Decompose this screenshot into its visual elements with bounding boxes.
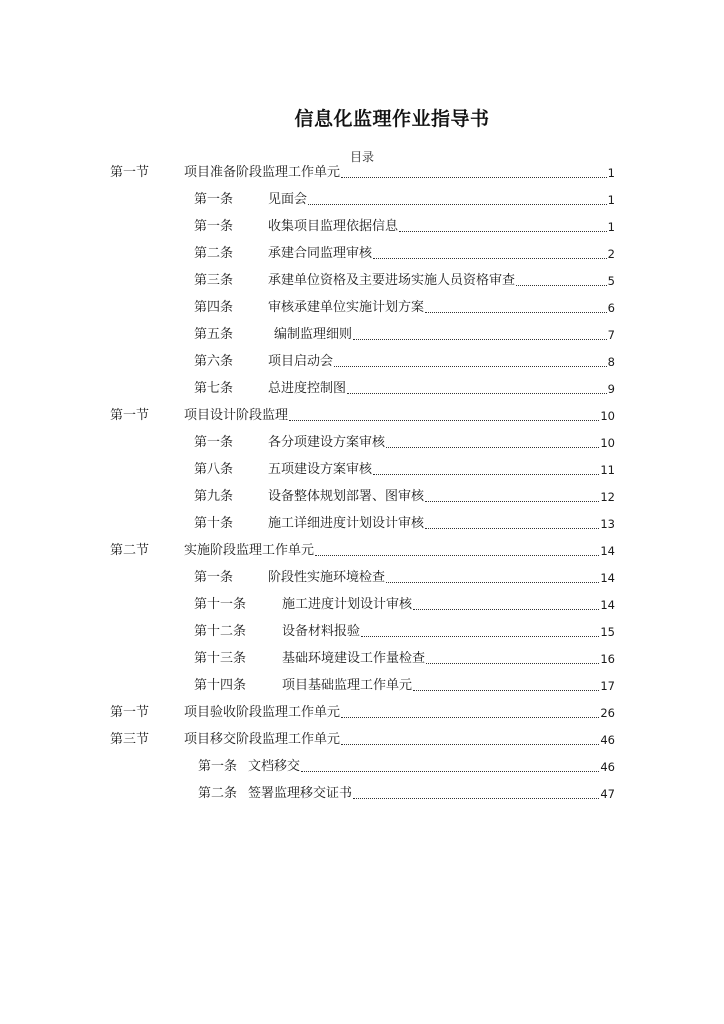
toc-entry-number: 第一条 — [198, 759, 238, 774]
toc-entry-article[interactable] — [194, 596, 615, 614]
toc-entry-page: 47 — [600, 787, 615, 801]
toc-leader — [425, 500, 599, 502]
toc-entry-label: 施工进度计划设计审核 — [282, 597, 413, 612]
toc-leader — [353, 797, 599, 799]
toc-entry-label: 设备整体规划部署、图审核 — [268, 489, 425, 504]
toc-entry-number: 第一条 — [194, 192, 234, 207]
toc-leader — [308, 203, 607, 205]
toc-entry-article[interactable] — [194, 623, 615, 641]
toc-entry-page: 5 — [607, 274, 615, 288]
toc-leader — [347, 392, 607, 394]
toc-entry-label: 基础环境建设工作量检查 — [282, 651, 426, 666]
toc-entry-article[interactable] — [198, 758, 615, 776]
toc-entry-label: 总进度控制图 — [268, 381, 347, 396]
toc-leader — [289, 419, 599, 421]
toc-entry-article[interactable] — [194, 380, 615, 398]
toc-entry-article[interactable] — [194, 488, 615, 506]
toc-entry-page: 15 — [600, 625, 615, 639]
toc-leader — [386, 446, 599, 448]
toc-entry-page: 13 — [600, 517, 615, 531]
toc-entry-article[interactable] — [194, 569, 615, 587]
toc-entry-number: 第二节 — [110, 543, 150, 558]
toc-entry-label: 承建单位资格及主要进场实施人员资格审查 — [268, 273, 516, 288]
toc-leader — [353, 338, 607, 340]
toc-leader — [341, 716, 599, 718]
toc-entry-page: 14 — [600, 571, 615, 585]
toc-entry-page: 8 — [607, 355, 615, 369]
toc-entry-article[interactable] — [194, 353, 615, 371]
toc-entry-number: 第五条 — [194, 327, 234, 342]
toc-entry-page: 46 — [600, 733, 615, 747]
toc-entry-label: 阶段性实施环境检查 — [268, 570, 386, 585]
toc-entry-label: 项目移交阶段监理工作单元 — [184, 732, 341, 747]
toc-entry-article[interactable] — [194, 434, 615, 452]
toc-entry-number: 第六条 — [194, 354, 234, 369]
toc-entry-label: 项目验收阶段监理工作单元 — [184, 705, 341, 720]
toc-entry-number: 第八条 — [194, 462, 234, 477]
toc-entry-number: 第十一条 — [194, 597, 247, 612]
toc-entry-label: 项目设计阶段监理 — [184, 408, 289, 423]
toc-entry-number: 第一节 — [110, 705, 150, 720]
toc-entry-section[interactable] — [110, 704, 615, 722]
toc-entry-number: 第三节 — [110, 732, 150, 747]
toc-entry-page: 11 — [600, 463, 615, 477]
toc-entry-page: 2 — [607, 247, 615, 261]
toc-entry-number: 第七条 — [194, 381, 234, 396]
toc-entry-number: 第一条 — [194, 435, 234, 450]
toc-entry-section[interactable] — [110, 164, 615, 182]
toc-leader — [334, 365, 607, 367]
toc-entry-label: 五项建设方案审核 — [268, 462, 373, 477]
toc-entry-label: 签署监理移交证书 — [248, 786, 353, 801]
toc-entry-label: 项目基础监理工作单元 — [282, 678, 413, 693]
toc-entry-label: 承建合同监理审核 — [268, 246, 373, 261]
toc-entry-section[interactable] — [110, 542, 615, 560]
toc-entry-number: 第十条 — [194, 516, 234, 531]
toc-entry-page: 7 — [607, 328, 615, 342]
toc-entry-article[interactable] — [194, 326, 615, 344]
toc-leader — [426, 662, 599, 664]
toc-entry-article[interactable] — [198, 785, 615, 803]
toc-entry-label: 项目准备阶段监理工作单元 — [184, 165, 341, 180]
toc-entry-page: 46 — [600, 760, 615, 774]
toc-entry-number: 第四条 — [194, 300, 234, 315]
toc-entry-page: 1 — [607, 220, 615, 234]
toc-leader — [361, 635, 599, 637]
toc-entry-article[interactable] — [194, 650, 615, 668]
toc-entry-number: 第十二条 — [194, 624, 247, 639]
toc-entry-article[interactable] — [194, 515, 615, 533]
toc-entry-number: 第一节 — [110, 408, 150, 423]
toc-entry-number: 第十三条 — [194, 651, 247, 666]
toc-entry-page: 14 — [600, 598, 615, 612]
toc-entry-number: 第二条 — [198, 786, 238, 801]
toc-leader — [399, 230, 607, 232]
toc-entry-page: 12 — [600, 490, 615, 504]
toc-entry-article[interactable] — [194, 461, 615, 479]
toc-entry-label: 各分项建设方案审核 — [268, 435, 386, 450]
toc-entry-label: 见面会 — [268, 192, 308, 207]
toc-entry-number: 第三条 — [194, 273, 234, 288]
toc-entry-number: 第九条 — [194, 489, 234, 504]
toc-entry-number: 第一条 — [194, 219, 234, 234]
toc-entry-article[interactable] — [194, 677, 615, 695]
toc-entry-number: 第一条 — [194, 570, 234, 585]
toc-leader — [341, 176, 607, 178]
toc-entry-label: 施工详细进度计划设计审核 — [268, 516, 425, 531]
toc-entry-label: 审核承建单位实施计划方案 — [268, 300, 425, 315]
toc-leader — [315, 554, 599, 556]
toc-leader — [386, 581, 599, 583]
toc-entry-page: 9 — [607, 382, 615, 396]
toc-entry-article[interactable] — [194, 272, 615, 290]
toc-leader — [413, 608, 599, 610]
toc-leader — [516, 284, 607, 286]
toc-entry-label: 编制监理细则 — [274, 327, 353, 342]
toc-entry-number: 第十四条 — [194, 678, 247, 693]
toc-leader — [373, 473, 599, 475]
toc-entry-article[interactable] — [194, 299, 615, 317]
toc-heading: 目录 — [349, 150, 374, 164]
toc-entry-page: 1 — [607, 166, 615, 180]
toc-entry-section[interactable] — [110, 731, 615, 749]
toc-entry-page: 1 — [607, 193, 615, 207]
toc-entry-label: 实施阶段监理工作单元 — [184, 543, 315, 558]
toc-leader — [413, 689, 599, 691]
toc-entry-page: 10 — [600, 436, 615, 450]
toc-entry-label: 文档移交 — [248, 759, 301, 774]
toc-entry-article[interactable] — [194, 245, 615, 263]
toc-entry-label: 项目启动会 — [268, 354, 334, 369]
toc-entry-label: 设备材料报验 — [282, 624, 361, 639]
toc-entry-number: 第一节 — [110, 165, 150, 180]
toc-entry-page: 16 — [600, 652, 615, 666]
toc-leader — [341, 743, 599, 745]
toc-entry-article[interactable] — [194, 218, 615, 236]
toc-entry-page: 26 — [600, 706, 615, 720]
toc-leader — [373, 257, 607, 259]
toc-entry-page: 6 — [607, 301, 615, 315]
toc-entry-section[interactable] — [110, 407, 615, 425]
toc-leader — [425, 527, 599, 529]
toc-leader — [301, 770, 599, 772]
toc-leader — [425, 311, 607, 313]
toc-entry-number: 第二条 — [194, 246, 234, 261]
toc-entry-page: 17 — [600, 679, 615, 693]
toc-entry-label: 收集项目监理依据信息 — [268, 219, 399, 234]
document-title: 信息化监理作业指导书 — [294, 108, 490, 130]
toc-entry-page: 10 — [600, 409, 615, 423]
toc-entry-article[interactable] — [194, 191, 615, 209]
toc-entry-page: 14 — [600, 544, 615, 558]
